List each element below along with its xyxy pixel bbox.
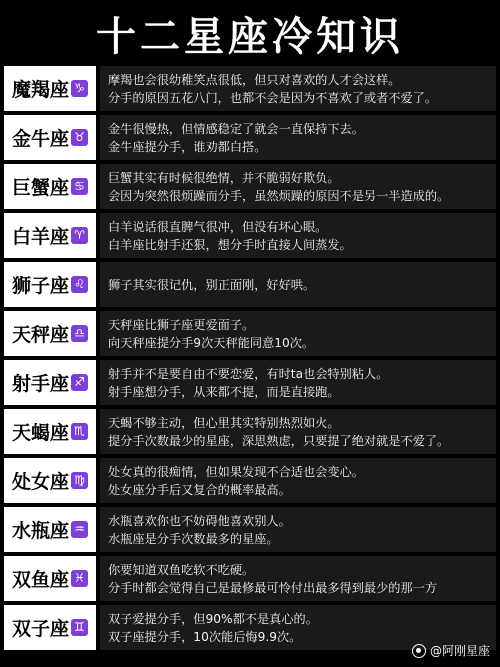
description-line: 双子座提分手，10次能后悔9.9次。: [108, 629, 302, 644]
zodiac-name: 双子座: [11, 618, 69, 640]
zodiac-list: [4, 66, 496, 654]
zodiac-description: [100, 458, 496, 503]
description-line: 分手的原因五花八门，也都不会是因为不喜欢了或者不爱了。: [108, 90, 438, 105]
zodiac-row: [4, 507, 496, 552]
description-line: 金牛座提分手，谁劝都白搭。: [108, 139, 267, 154]
zodiac-sign-cell: [4, 605, 96, 650]
zodiac-symbol-icon: ♎: [71, 325, 88, 342]
zodiac-row: [4, 360, 496, 405]
description-line: 你要知道双鱼吃软不吃硬。: [108, 562, 255, 577]
zodiac-name: 处女座: [11, 471, 69, 493]
watermark-text: @阿刚星座: [429, 644, 490, 658]
description-line: 处女座分手后又复合的概率最高。: [108, 482, 291, 497]
description-line: 射手座想分手，从来都不提，而是直接跑。: [108, 384, 340, 399]
zodiac-sign-cell: [4, 262, 96, 307]
zodiac-name: 巨蟹座: [11, 177, 69, 199]
zodiac-symbol-icon: ♌: [71, 276, 88, 293]
description-line: 金牛很慢热，但情感稳定了就会一直保持下去。: [108, 121, 364, 136]
zodiac-sign-cell: [4, 115, 96, 160]
zodiac-description: [100, 262, 496, 307]
description-line: 分手时都会觉得自己是最修最可怜付出最多得到最少的那一方: [108, 580, 438, 595]
page-title: 十二星座冷知识: [96, 13, 404, 60]
description-line: 向天秤座提分手9次天秤能同意10次。: [108, 335, 315, 350]
zodiac-name: 白羊座: [11, 226, 69, 248]
zodiac-sign-cell: [4, 458, 96, 503]
zodiac-description: [100, 409, 496, 454]
description-line: 巨蟹其实有时候很绝情，并不脆弱好欺负。: [108, 170, 340, 185]
description-line: 白羊说话很直脾气很冲，但没有坏心眼。: [108, 219, 328, 234]
zodiac-sign-cell: [4, 507, 96, 552]
zodiac-symbol-icon: ♒: [71, 521, 88, 538]
zodiac-description: [100, 164, 496, 209]
zodiac-name: 魔羯座: [11, 79, 69, 101]
zodiac-row: [4, 66, 496, 111]
zodiac-description: [100, 66, 496, 111]
zodiac-sign-cell: [4, 409, 96, 454]
watermark: [412, 642, 490, 659]
zodiac-name: 天秤座: [11, 324, 69, 346]
description-line: 天蝎不够主动，但心里其实特别热烈如火。: [108, 415, 340, 430]
description-line: 水瓶座是分手次数最多的星座。: [108, 531, 279, 546]
zodiac-row: [4, 115, 496, 160]
zodiac-sign-cell: [4, 556, 96, 601]
zodiac-sign-cell: [4, 360, 96, 405]
zodiac-symbol-icon: ♐: [71, 374, 88, 391]
zodiac-name: 射手座: [11, 373, 69, 395]
zodiac-description: [100, 115, 496, 160]
description-line: 提分手次数最少的星座，深思熟虑，只要提了绝对就是不爱了。: [108, 433, 450, 448]
zodiac-symbol-icon: ♏: [71, 423, 88, 440]
description-line: 天秤座比狮子座更爱面子。: [108, 317, 255, 332]
description-line: 白羊座比射手还狠，想分手时直接人间蒸发。: [108, 237, 352, 252]
zodiac-name: 双鱼座: [11, 569, 69, 591]
zodiac-sign-cell: [4, 66, 96, 111]
zodiac-description: [100, 360, 496, 405]
description-line: 摩羯也会很幼稚笑点很低，但只对喜欢的人才会这样。: [108, 72, 401, 87]
zodiac-row: [4, 409, 496, 454]
camera-logo-icon: [412, 644, 426, 658]
zodiac-name: 水瓶座: [11, 520, 69, 542]
zodiac-row: [4, 164, 496, 209]
description-line: 射手并不是要自由不要恋爱，有时ta也会特别粘人。: [108, 366, 389, 381]
zodiac-sign-cell: [4, 213, 96, 258]
zodiac-row: [4, 262, 496, 307]
description-line: 水瓶喜欢你也不妨碍他喜欢别人。: [108, 513, 291, 528]
zodiac-symbol-icon: ♋: [71, 178, 88, 195]
description-line: 狮子其实很记仇，别正面刚，好好哄。: [108, 277, 316, 292]
zodiac-name: 金牛座: [11, 128, 69, 150]
zodiac-name: 狮子座: [11, 275, 69, 297]
zodiac-name: 天蝎座: [11, 422, 69, 444]
zodiac-row: [4, 556, 496, 601]
zodiac-symbol-icon: ♊: [71, 619, 88, 636]
zodiac-row: [4, 311, 496, 356]
description-line: 会因为突然很烦躁而分手，虽然烦躁的原因不是另一半造成的。: [108, 188, 450, 203]
zodiac-row: [4, 213, 496, 258]
zodiac-symbol-icon: ♍: [71, 472, 88, 489]
zodiac-symbol-icon: ♑: [71, 80, 88, 97]
zodiac-symbol-icon: ♈: [71, 227, 88, 244]
zodiac-description: [100, 507, 496, 552]
zodiac-description: [100, 556, 496, 601]
zodiac-symbol-icon: ♉: [71, 129, 88, 146]
zodiac-row: [4, 458, 496, 503]
description-line: 双子爱提分手，但90%都不是真心的。: [108, 611, 318, 626]
zodiac-sign-cell: [4, 164, 96, 209]
zodiac-description: [100, 311, 496, 356]
zodiac-sign-cell: [4, 311, 96, 356]
zodiac-symbol-icon: ♓: [71, 570, 88, 587]
zodiac-description: [100, 213, 496, 258]
description-line: 处女真的很痴情，但如果发现不合适也会变心。: [108, 464, 364, 479]
